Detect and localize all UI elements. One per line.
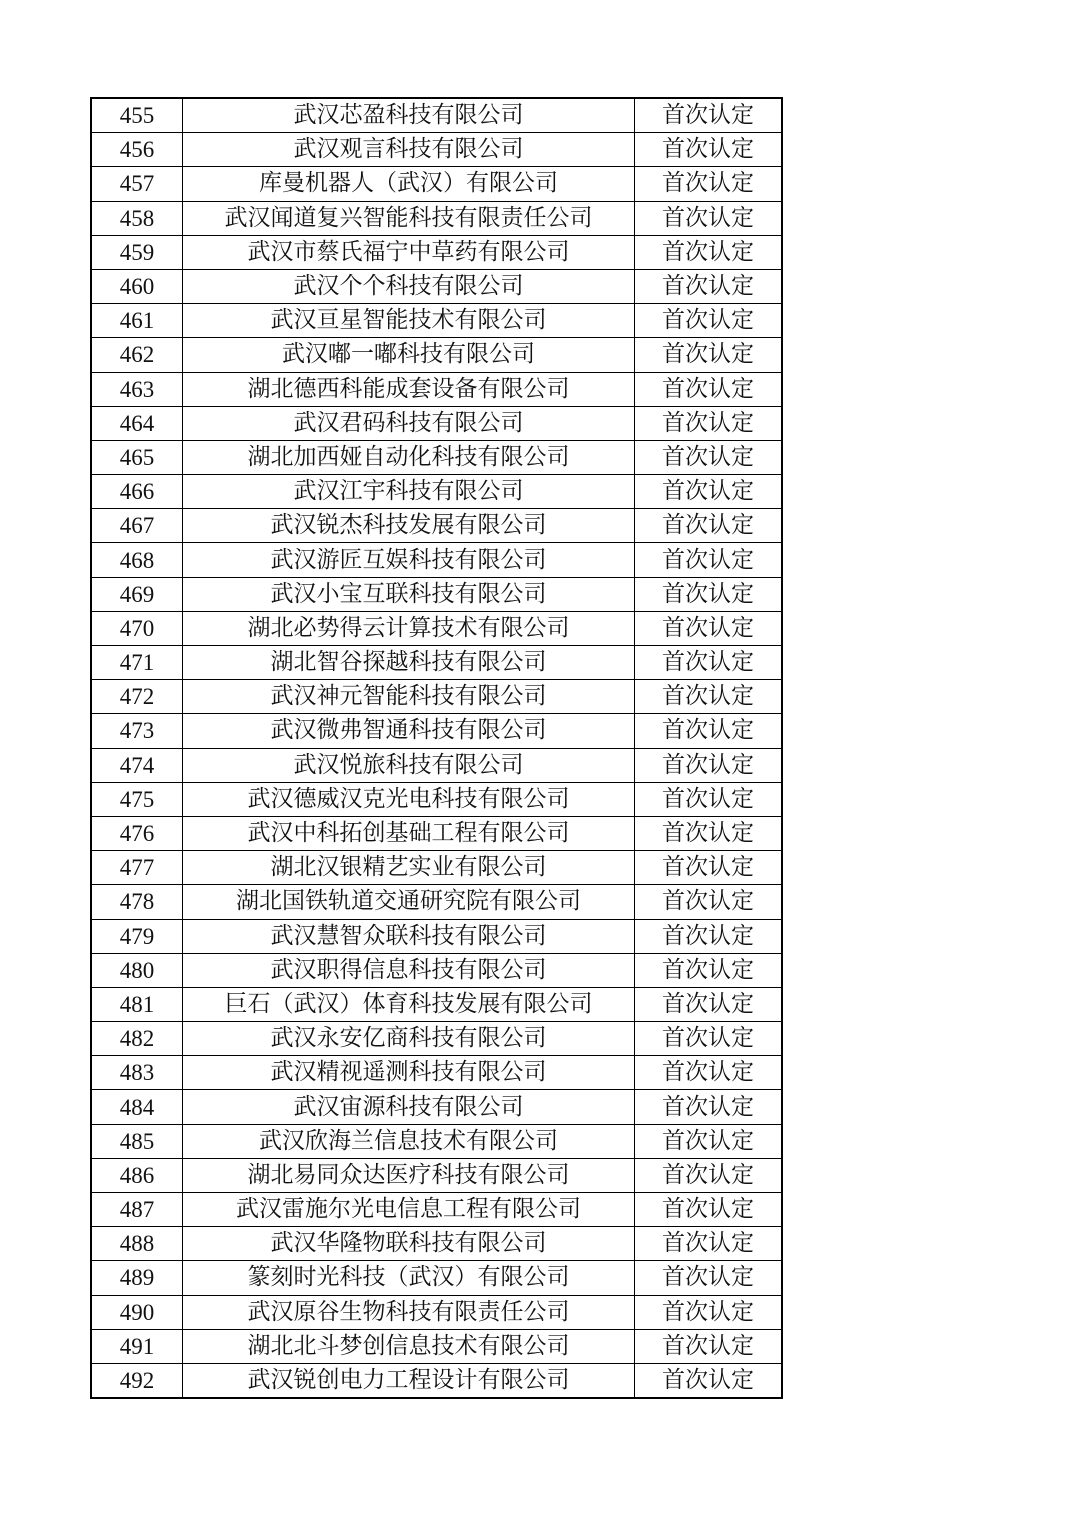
status-cell: 首次认定 bbox=[635, 885, 783, 919]
status-cell: 首次认定 bbox=[635, 406, 783, 440]
row-number-cell: 457 bbox=[91, 167, 183, 201]
table-row bbox=[91, 133, 782, 167]
row-number-cell: 487 bbox=[91, 1193, 183, 1227]
company-name-cell: 武汉君码科技有限公司 bbox=[183, 406, 635, 440]
table-row bbox=[91, 714, 782, 748]
status-cell: 首次认定 bbox=[635, 714, 783, 748]
table-row bbox=[91, 1363, 782, 1398]
status-cell: 首次认定 bbox=[635, 201, 783, 235]
company-name-cell: 武汉小宝互联科技有限公司 bbox=[183, 577, 635, 611]
table-row bbox=[91, 953, 782, 987]
row-number-cell: 467 bbox=[91, 509, 183, 543]
status-cell: 首次认定 bbox=[635, 1090, 783, 1124]
table-row bbox=[91, 577, 782, 611]
row-number-cell: 488 bbox=[91, 1227, 183, 1261]
company-name-cell: 湖北必势得云计算技术有限公司 bbox=[183, 611, 635, 645]
company-name-cell: 湖北加西娅自动化科技有限公司 bbox=[183, 440, 635, 474]
company-name-cell: 武汉欣海兰信息技术有限公司 bbox=[183, 1124, 635, 1158]
row-number-cell: 466 bbox=[91, 475, 183, 509]
table-row bbox=[91, 987, 782, 1021]
table-row bbox=[91, 167, 782, 201]
status-cell: 首次认定 bbox=[635, 919, 783, 953]
row-number-cell: 470 bbox=[91, 611, 183, 645]
table-body bbox=[91, 98, 782, 1398]
status-cell: 首次认定 bbox=[635, 1124, 783, 1158]
status-cell: 首次认定 bbox=[635, 680, 783, 714]
company-name-cell: 湖北易同众达医疗科技有限公司 bbox=[183, 1158, 635, 1192]
status-cell: 首次认定 bbox=[635, 543, 783, 577]
row-number-cell: 489 bbox=[91, 1261, 183, 1295]
table-row bbox=[91, 748, 782, 782]
company-name-cell: 武汉精视遥测科技有限公司 bbox=[183, 1056, 635, 1090]
company-name-cell: 武汉江宇科技有限公司 bbox=[183, 475, 635, 509]
row-number-cell: 482 bbox=[91, 1022, 183, 1056]
table-row bbox=[91, 816, 782, 850]
status-cell: 首次认定 bbox=[635, 748, 783, 782]
row-number-cell: 484 bbox=[91, 1090, 183, 1124]
row-number-cell: 476 bbox=[91, 816, 183, 850]
status-cell: 首次认定 bbox=[635, 1227, 783, 1261]
status-cell: 首次认定 bbox=[635, 1056, 783, 1090]
status-cell: 首次认定 bbox=[635, 1363, 783, 1398]
row-number-cell: 474 bbox=[91, 748, 183, 782]
table-row bbox=[91, 919, 782, 953]
table-row bbox=[91, 440, 782, 474]
row-number-cell: 475 bbox=[91, 782, 183, 816]
status-cell: 首次认定 bbox=[635, 98, 783, 133]
company-name-cell: 武汉中科拓创基础工程有限公司 bbox=[183, 816, 635, 850]
row-number-cell: 479 bbox=[91, 919, 183, 953]
row-number-cell: 460 bbox=[91, 269, 183, 303]
row-number-cell: 468 bbox=[91, 543, 183, 577]
table-row bbox=[91, 1158, 782, 1192]
status-cell: 首次认定 bbox=[635, 167, 783, 201]
company-name-cell: 武汉悦旅科技有限公司 bbox=[183, 748, 635, 782]
company-name-cell: 武汉微弗智通科技有限公司 bbox=[183, 714, 635, 748]
status-cell: 首次认定 bbox=[635, 816, 783, 850]
company-name-cell: 武汉闻道复兴智能科技有限责任公司 bbox=[183, 201, 635, 235]
company-name-cell: 武汉德威汉克光电科技有限公司 bbox=[183, 782, 635, 816]
table-row bbox=[91, 98, 782, 133]
company-name-cell: 武汉华隆物联科技有限公司 bbox=[183, 1227, 635, 1261]
row-number-cell: 463 bbox=[91, 372, 183, 406]
company-name-cell: 武汉观言科技有限公司 bbox=[183, 133, 635, 167]
company-name-cell: 武汉原谷生物科技有限责任公司 bbox=[183, 1295, 635, 1329]
company-name-cell: 湖北德西科能成套设备有限公司 bbox=[183, 372, 635, 406]
status-cell: 首次认定 bbox=[635, 475, 783, 509]
row-number-cell: 456 bbox=[91, 133, 183, 167]
row-number-cell: 491 bbox=[91, 1329, 183, 1363]
row-number-cell: 478 bbox=[91, 885, 183, 919]
status-cell: 首次认定 bbox=[635, 987, 783, 1021]
company-name-cell: 武汉职得信息科技有限公司 bbox=[183, 953, 635, 987]
company-name-cell: 武汉亘星智能技术有限公司 bbox=[183, 304, 635, 338]
status-cell: 首次认定 bbox=[635, 646, 783, 680]
status-cell: 首次认定 bbox=[635, 782, 783, 816]
status-cell: 首次认定 bbox=[635, 1261, 783, 1295]
table-row bbox=[91, 646, 782, 680]
company-name-cell: 武汉宙源科技有限公司 bbox=[183, 1090, 635, 1124]
status-cell: 首次认定 bbox=[635, 372, 783, 406]
table-row bbox=[91, 1056, 782, 1090]
table-row bbox=[91, 304, 782, 338]
status-cell: 首次认定 bbox=[635, 1158, 783, 1192]
company-name-cell: 武汉嘟一嘟科技有限公司 bbox=[183, 338, 635, 372]
company-name-cell: 武汉永安亿商科技有限公司 bbox=[183, 1022, 635, 1056]
company-name-cell: 武汉慧智众联科技有限公司 bbox=[183, 919, 635, 953]
company-name-cell: 武汉游匠互娱科技有限公司 bbox=[183, 543, 635, 577]
table-row bbox=[91, 1193, 782, 1227]
company-name-cell: 湖北国铁轨道交通研究院有限公司 bbox=[183, 885, 635, 919]
status-cell: 首次认定 bbox=[635, 1193, 783, 1227]
company-name-cell: 湖北北斗梦创信息技术有限公司 bbox=[183, 1329, 635, 1363]
row-number-cell: 490 bbox=[91, 1295, 183, 1329]
status-cell: 首次认定 bbox=[635, 611, 783, 645]
company-name-cell: 湖北智谷探越科技有限公司 bbox=[183, 646, 635, 680]
table-row bbox=[91, 543, 782, 577]
status-cell: 首次认定 bbox=[635, 1329, 783, 1363]
row-number-cell: 480 bbox=[91, 953, 183, 987]
table-row bbox=[91, 1329, 782, 1363]
table-row bbox=[91, 1022, 782, 1056]
table-row bbox=[91, 509, 782, 543]
status-cell: 首次认定 bbox=[635, 133, 783, 167]
company-name-cell: 武汉个个科技有限公司 bbox=[183, 269, 635, 303]
status-cell: 首次认定 bbox=[635, 338, 783, 372]
company-name-cell: 巨石（武汉）体育科技发展有限公司 bbox=[183, 987, 635, 1021]
row-number-cell: 464 bbox=[91, 406, 183, 440]
status-cell: 首次认定 bbox=[635, 1295, 783, 1329]
company-name-cell: 武汉雷施尔光电信息工程有限公司 bbox=[183, 1193, 635, 1227]
status-cell: 首次认定 bbox=[635, 269, 783, 303]
table-row bbox=[91, 406, 782, 440]
status-cell: 首次认定 bbox=[635, 1022, 783, 1056]
status-cell: 首次认定 bbox=[635, 440, 783, 474]
row-number-cell: 481 bbox=[91, 987, 183, 1021]
row-number-cell: 465 bbox=[91, 440, 183, 474]
table-row bbox=[91, 885, 782, 919]
status-cell: 首次认定 bbox=[635, 953, 783, 987]
row-number-cell: 458 bbox=[91, 201, 183, 235]
row-number-cell: 471 bbox=[91, 646, 183, 680]
row-number-cell: 483 bbox=[91, 1056, 183, 1090]
row-number-cell: 472 bbox=[91, 680, 183, 714]
row-number-cell: 462 bbox=[91, 338, 183, 372]
row-number-cell: 477 bbox=[91, 851, 183, 885]
company-name-cell: 武汉市蔡氏福宁中草药有限公司 bbox=[183, 235, 635, 269]
row-number-cell: 455 bbox=[91, 98, 183, 133]
table-row bbox=[91, 338, 782, 372]
table-row bbox=[91, 851, 782, 885]
table-row bbox=[91, 372, 782, 406]
table-row bbox=[91, 1295, 782, 1329]
table-row bbox=[91, 1261, 782, 1295]
table-row bbox=[91, 269, 782, 303]
row-number-cell: 461 bbox=[91, 304, 183, 338]
company-list-table bbox=[90, 97, 783, 1399]
table-row bbox=[91, 680, 782, 714]
table-row bbox=[91, 235, 782, 269]
table-row bbox=[91, 1124, 782, 1158]
company-name-cell: 武汉锐杰科技发展有限公司 bbox=[183, 509, 635, 543]
status-cell: 首次认定 bbox=[635, 851, 783, 885]
row-number-cell: 469 bbox=[91, 577, 183, 611]
company-name-cell: 武汉神元智能科技有限公司 bbox=[183, 680, 635, 714]
company-name-cell: 武汉锐创电力工程设计有限公司 bbox=[183, 1363, 635, 1398]
row-number-cell: 492 bbox=[91, 1363, 183, 1398]
table-row bbox=[91, 1227, 782, 1261]
row-number-cell: 486 bbox=[91, 1158, 183, 1192]
row-number-cell: 459 bbox=[91, 235, 183, 269]
company-name-cell: 武汉芯盈科技有限公司 bbox=[183, 98, 635, 133]
table-row bbox=[91, 782, 782, 816]
table-row bbox=[91, 475, 782, 509]
company-name-cell: 湖北汉银精艺实业有限公司 bbox=[183, 851, 635, 885]
table-row bbox=[91, 201, 782, 235]
table-row bbox=[91, 611, 782, 645]
status-cell: 首次认定 bbox=[635, 304, 783, 338]
company-name-cell: 库曼机器人（武汉）有限公司 bbox=[183, 167, 635, 201]
status-cell: 首次认定 bbox=[635, 577, 783, 611]
status-cell: 首次认定 bbox=[635, 509, 783, 543]
company-name-cell: 篆刻时光科技（武汉）有限公司 bbox=[183, 1261, 635, 1295]
row-number-cell: 485 bbox=[91, 1124, 183, 1158]
row-number-cell: 473 bbox=[91, 714, 183, 748]
status-cell: 首次认定 bbox=[635, 235, 783, 269]
table-row bbox=[91, 1090, 782, 1124]
